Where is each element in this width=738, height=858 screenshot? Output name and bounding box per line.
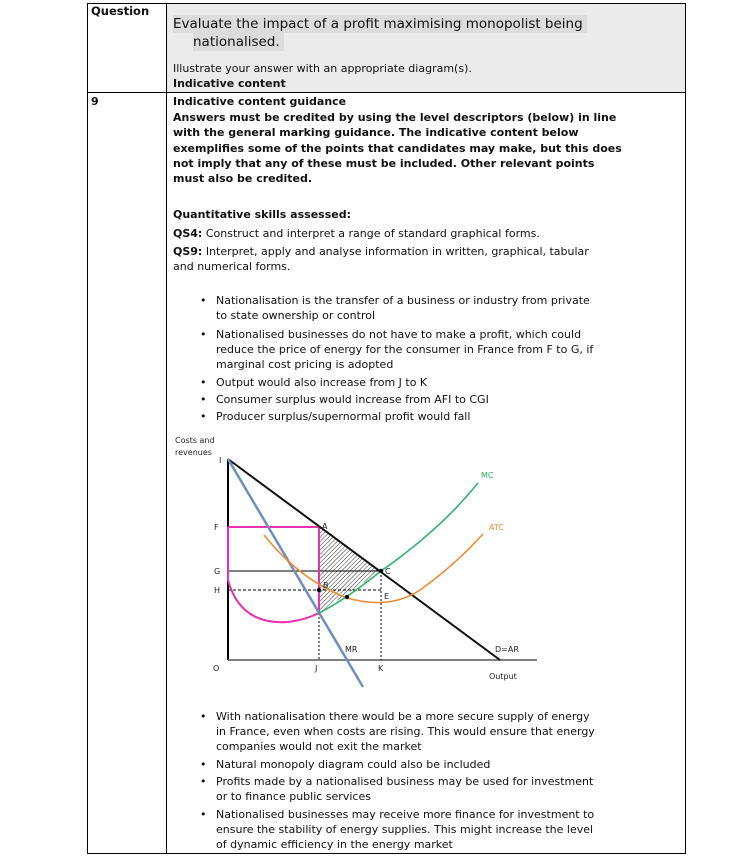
label-b: B — [323, 581, 329, 590]
label-g: G — [214, 567, 221, 576]
qs4-label: QS4: — [173, 227, 203, 240]
label-atc: ATC — [489, 523, 504, 532]
bullet-icon: • — [200, 758, 207, 771]
guidance-line: must also be credited. — [173, 172, 313, 186]
bullet-line: Producer surplus/supernormal profit would fall — [216, 410, 471, 423]
indicative-content-heading: Indicative content — [173, 77, 286, 90]
bullet-line: Output would also increase from J to K — [216, 376, 428, 389]
qs4-text: Construct and interpret a range of standard graphical forms. — [205, 227, 540, 240]
label-k: K — [378, 664, 384, 673]
label-j: J — [315, 664, 318, 673]
bullet-icon: • — [200, 376, 207, 389]
qs9-text-cont: and numerical forms. — [173, 260, 291, 273]
bullet-icon: • — [200, 328, 207, 341]
monopoly-diagram — [166, 430, 546, 695]
question-title-line: nationalised. — [193, 33, 284, 51]
qs9-label: QS9: — [173, 245, 203, 258]
y-axis-label: Costs and — [175, 436, 215, 445]
bullet-icon: • — [200, 393, 207, 406]
point-c — [379, 569, 383, 573]
point-min-atc — [345, 595, 349, 599]
bullet-line: or to finance public services — [216, 790, 371, 803]
label-h: H — [214, 586, 221, 595]
bullet-line: of dynamic efficiency in the energy market — [216, 838, 453, 851]
question-number: 9 — [91, 95, 99, 108]
label-mr: MR — [345, 645, 358, 654]
bullet-line: ensure the stability of energy supplies. This might increase the level — [216, 823, 594, 836]
bullet-icon: • — [200, 775, 207, 788]
bullet-line: marginal cost pricing is adopted — [216, 358, 394, 371]
x-axis-label: Output — [489, 672, 517, 681]
bullet-line: Natural monopoly diagram could also be included — [216, 758, 491, 771]
guidance-line: not imply that any of these must be included. Other relevant points — [173, 156, 595, 170]
qs9-line — [173, 245, 589, 259]
instruction-text: Illustrate your answer with an appropriate diagram(s). — [173, 62, 472, 75]
bullet-line: Nationalised businesses do not have to make a profit, which could — [216, 328, 582, 341]
question-title-line: Evaluate the impact of a profit maximising monopolist being — [173, 15, 587, 33]
label-i: I — [219, 456, 222, 465]
bullet-line: companies would not exit the market — [216, 740, 422, 753]
bullet-line: Profits made by a nationalised business may be used for investment — [216, 775, 594, 788]
bullet-line: Nationalisation is the transfer of a business or industry from private — [216, 294, 590, 307]
guidance-line: with the general marking guidance. The indicative content below — [173, 126, 579, 140]
bullet-line: With nationalisation there would be a more secure supply of energy — [216, 710, 590, 723]
bullet-icon: • — [200, 410, 207, 423]
bullet-icon: • — [200, 294, 207, 307]
bullet-line: in France, even when costs are rising. This would ensure that energy — [216, 725, 595, 738]
bullet-line: to state ownership or control — [216, 309, 376, 322]
label-c: C — [385, 567, 391, 576]
guidance-line: exemplifies some of the points that candidates may make, but this does — [173, 141, 622, 155]
bullet-line: reduce the price of energy for the consumer in France from F to G, if — [216, 343, 594, 356]
label-f: F — [214, 523, 219, 532]
bullet-line: Nationalised businesses may receive more finance for investment to — [216, 808, 595, 821]
qs-title: Quantitative skills assessed: — [173, 208, 351, 221]
label-a: A — [322, 522, 328, 531]
y-axis-label: revenues — [175, 448, 212, 457]
qs4-line — [173, 227, 540, 241]
bullet-icon: • — [200, 710, 207, 723]
bullet-icon: • — [200, 808, 207, 821]
label-d-ar: D=AR — [495, 645, 519, 654]
label-e: E — [384, 592, 390, 601]
guidance-title: Indicative content guidance — [173, 95, 347, 108]
label-mc: MC — [481, 471, 494, 480]
point-b — [317, 588, 321, 592]
question-header: Question — [91, 4, 150, 18]
demand-ar-curve — [228, 459, 500, 660]
qs9-text: Interpret, apply and analyse information in written, graphical, tabular — [205, 245, 589, 258]
bullet-line: Consumer surplus would increase from AFI to CGI — [216, 393, 489, 406]
guidance-line: Answers must be credited by using the level descriptors (below) in line — [173, 111, 617, 124]
deadweight-hatch — [319, 527, 381, 613]
label-o: O — [213, 664, 220, 673]
